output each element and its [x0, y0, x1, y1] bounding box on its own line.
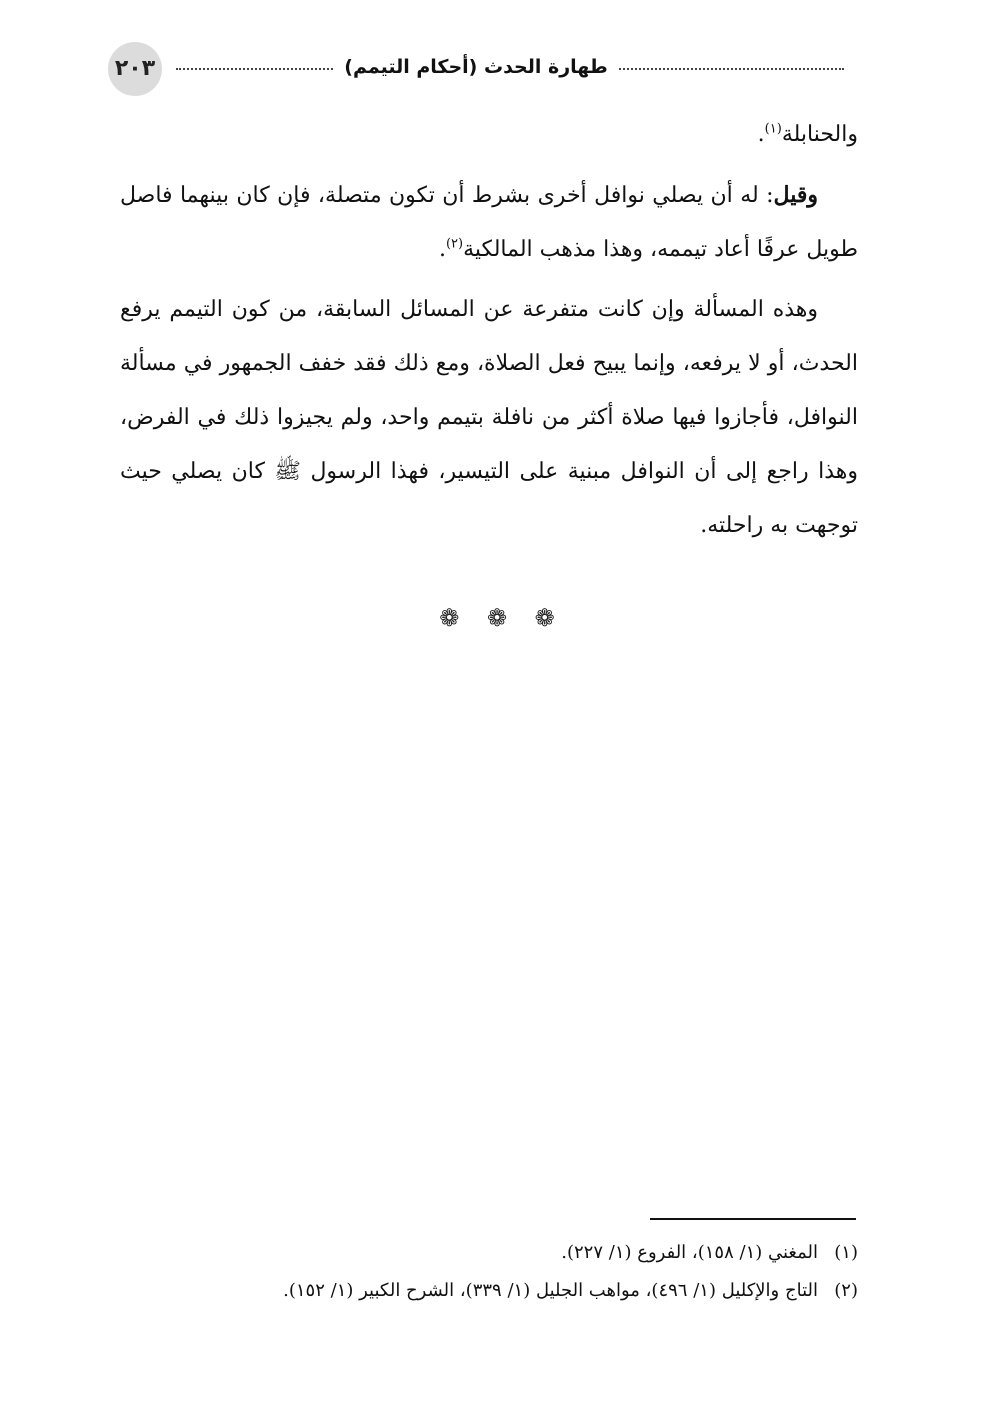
- lead-word: وقيل: [773, 182, 818, 208]
- footnote-rule: [650, 1218, 856, 1220]
- salawat-glyph: ﷺ: [274, 459, 301, 484]
- footnote-text: المغني (١/ ١٥٨)، الفروع (١/ ٢٢٧).: [561, 1242, 818, 1263]
- paragraph-text: وهذه المسألة وإن كانت متفرعة عن المسائل السابقة، من كون التيمم يرفع الحدث، أو لا يرفعه، وإنما يبيح فعل الصلاة، ومع ذلك فقد خفف الجمهور في مسألة النوافل، فأجازوا فيها صلاة أكثر من نافلة بتيمم واحد، ولم يجيزوا ذلك في الفرض، وهذا راجع إلى أن النوافل مبنية على التيسير، فهذا الرسول: [120, 297, 858, 484]
- footnote-ref-1: (١): [764, 121, 782, 137]
- paragraph-text: : له أن يصلي نوافل أخرى بشرط أن تكون متصلة، فإن كان بينهما فاصل طويل عرفًا أعاد تيممه، وهذا مذهب المالكية: [120, 183, 858, 262]
- paragraph-text: والحنابلة: [781, 122, 858, 147]
- paragraph-discussion: [120, 283, 858, 553]
- footnote-text: التاج والإكليل (١/ ٤٩٦)، مواهب الجليل (١/ ٣٣٩)، الشرح الكبير (١/ ١٥٢).: [283, 1280, 818, 1301]
- section-separator-ornament: ❁ ❁ ❁: [439, 604, 565, 632]
- footnote-ref-2: (٢): [445, 236, 464, 252]
- page-number-badge: ٢٠٣: [108, 42, 162, 96]
- page-header: [108, 42, 844, 96]
- footnote-item: [118, 1234, 858, 1272]
- main-text: [120, 108, 858, 559]
- paragraph-continuation: [120, 108, 858, 162]
- footnote-number: (١): [834, 1242, 858, 1263]
- footnote-number: (٢): [834, 1280, 858, 1301]
- running-title: طهارة الحدث (أحكام التيمم): [334, 52, 617, 82]
- paragraph-end: .: [438, 237, 446, 262]
- paragraph-end: .: [757, 122, 765, 147]
- paragraph-text: كان يصلي حيث توجهت به راحلته.: [120, 459, 858, 538]
- paragraph-qila: [120, 168, 858, 277]
- footnote-item: [118, 1272, 858, 1310]
- footnotes: [118, 1234, 858, 1310]
